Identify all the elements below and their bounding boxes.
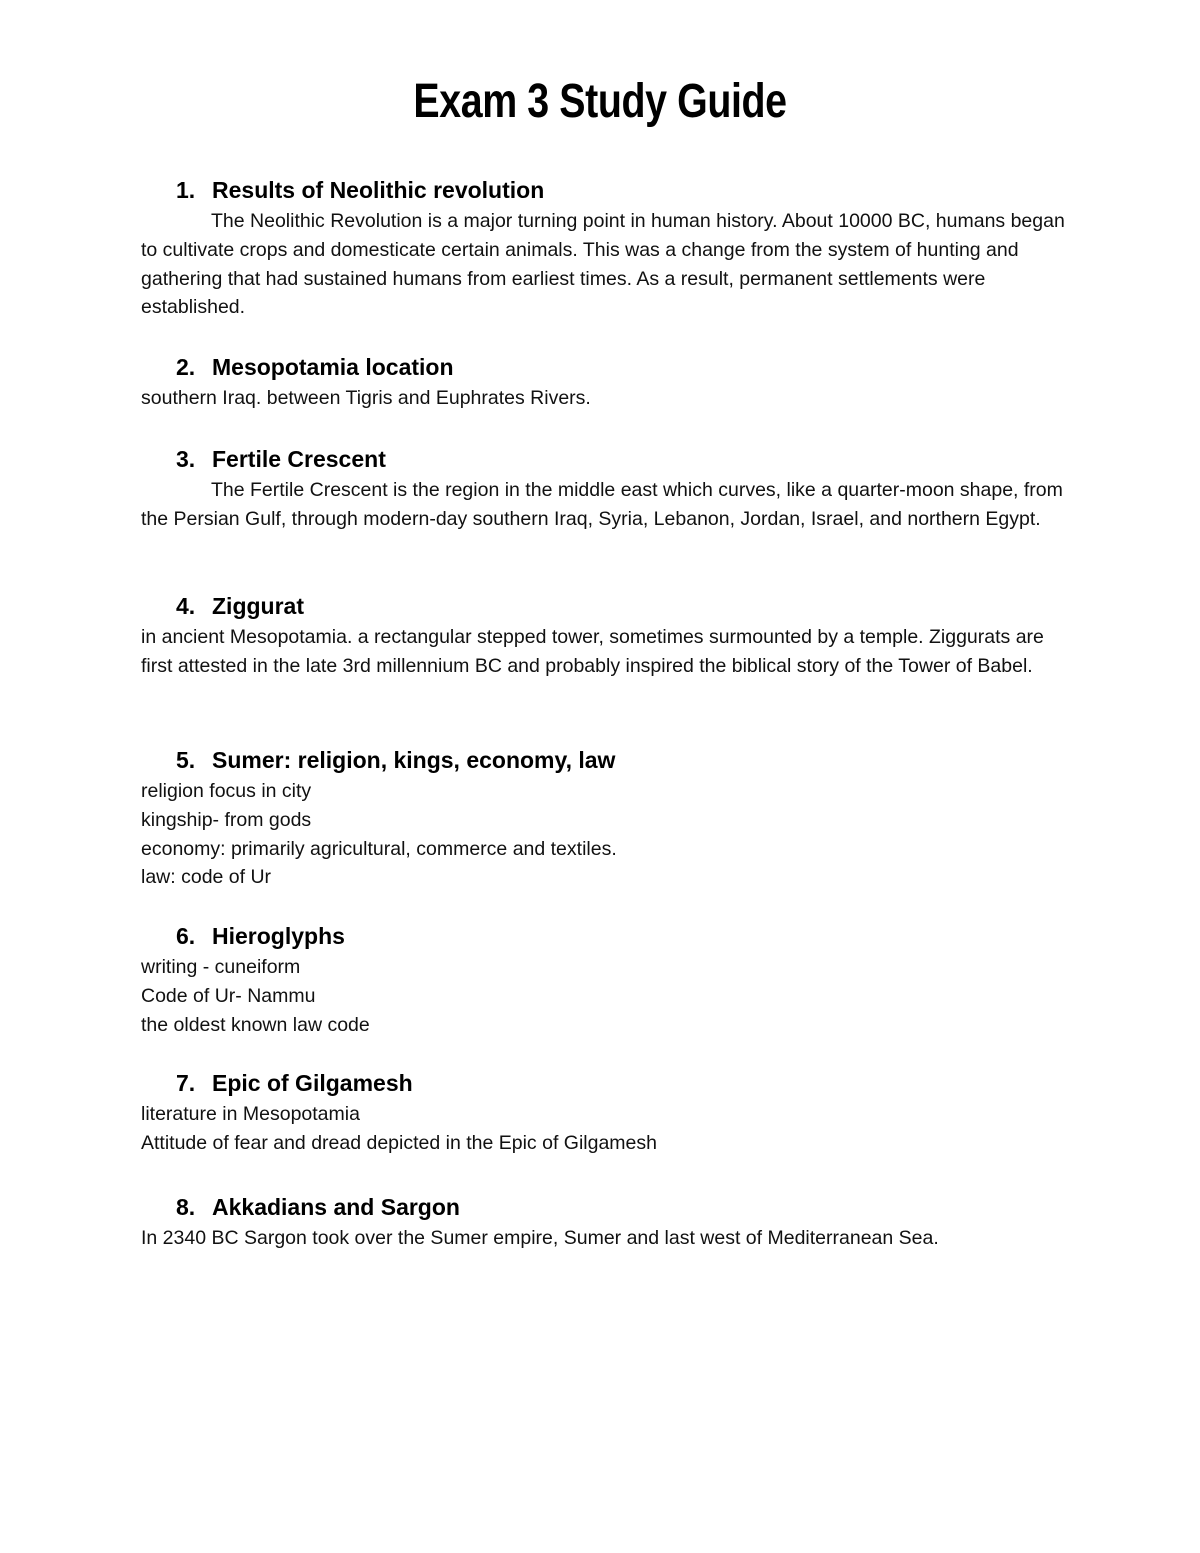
section-line: writing - cuneiform bbox=[141, 956, 301, 978]
section-heading bbox=[141, 922, 1071, 950]
section-sumer bbox=[141, 746, 1071, 892]
section-fertile-crescent bbox=[141, 445, 1071, 534]
section-mesopotamia-location bbox=[141, 353, 1071, 413]
section-line: economy: primarily agricultural, commerce and textiles. bbox=[141, 837, 617, 860]
section-title: Mesopotamia location bbox=[212, 354, 454, 380]
section-line: literature in Mesopotamia bbox=[141, 1103, 360, 1125]
section-paragraph: in ancient Mesopotamia. a rectangular stepped tower, sometimes surmounted by a temple. Ziggurats are first attested in the late 3rd millennium BC and probably inspired the biblical story of the Tower of Babel. bbox=[141, 626, 1044, 677]
section-line: religion focus in city bbox=[141, 780, 312, 802]
section-title: Fertile Crescent bbox=[212, 446, 386, 472]
section-line: In 2340 BC Sargon took over the Sumer empire, Sumer and last west of Mediterranean Sea. bbox=[141, 1227, 939, 1249]
section-line: southern Iraq. between Tigris and Euphrates Rivers. bbox=[141, 387, 591, 409]
section-number: 8. bbox=[176, 1194, 196, 1220]
section-epic-of-gilgamesh bbox=[141, 1069, 1071, 1158]
section-number: 7. bbox=[176, 1070, 196, 1096]
section-heading bbox=[141, 592, 1071, 620]
section-heading bbox=[141, 445, 1071, 473]
section-line: kingship- from gods bbox=[141, 808, 312, 831]
section-title: Hieroglyphs bbox=[212, 923, 345, 949]
section-number: 4. bbox=[176, 593, 196, 619]
section-number: 5. bbox=[176, 747, 196, 773]
section-title: Ziggurat bbox=[212, 593, 304, 619]
section-line: the oldest known law code bbox=[141, 1013, 370, 1036]
section-title: Sumer: religion, kings, economy, law bbox=[212, 747, 616, 773]
section-line: Code of Ur- Nammu bbox=[141, 984, 316, 1007]
section-paragraph: The Fertile Crescent is the region in the middle east which curves, like a quarter-moon shape, from the Persian Gulf, through modern-day southern Iraq, Syria, Lebanon, Jordan, Israel, and northern Egypt. bbox=[141, 479, 1063, 530]
section-number: 3. bbox=[176, 446, 196, 472]
section-heading bbox=[141, 746, 1071, 774]
section-hieroglyphs bbox=[141, 922, 1071, 1039]
section-line: Attitude of fear and dread depicted in the Epic of Gilgamesh bbox=[141, 1131, 657, 1154]
section-title: Results of Neolithic revolution bbox=[212, 177, 545, 203]
section-heading bbox=[141, 353, 1071, 381]
section-heading bbox=[141, 1069, 1071, 1097]
section-heading bbox=[141, 1193, 1071, 1221]
section-neolithic-revolution bbox=[141, 176, 1071, 322]
section-title: Akkadians and Sargon bbox=[212, 1194, 460, 1220]
section-paragraph: The Neolithic Revolution is a major turning point in human history. About 10000 BC, humans began to cultivate crops and domesticate certain animals. This was a change from the system of hunting and gathering that had sustained humans from earliest times. As a result, permanent settlements were established. bbox=[141, 210, 1065, 319]
section-heading bbox=[141, 176, 1071, 204]
page-title: Exam 3 Study Guide bbox=[413, 75, 787, 128]
section-number: 2. bbox=[176, 354, 196, 380]
section-title: Epic of Gilgamesh bbox=[212, 1070, 413, 1096]
section-ziggurat bbox=[141, 592, 1071, 681]
section-akkadians-and-sargon bbox=[141, 1193, 1071, 1253]
section-line: law: code of Ur bbox=[141, 866, 272, 889]
section-number: 6. bbox=[176, 923, 196, 949]
section-number: 1. bbox=[176, 177, 196, 203]
